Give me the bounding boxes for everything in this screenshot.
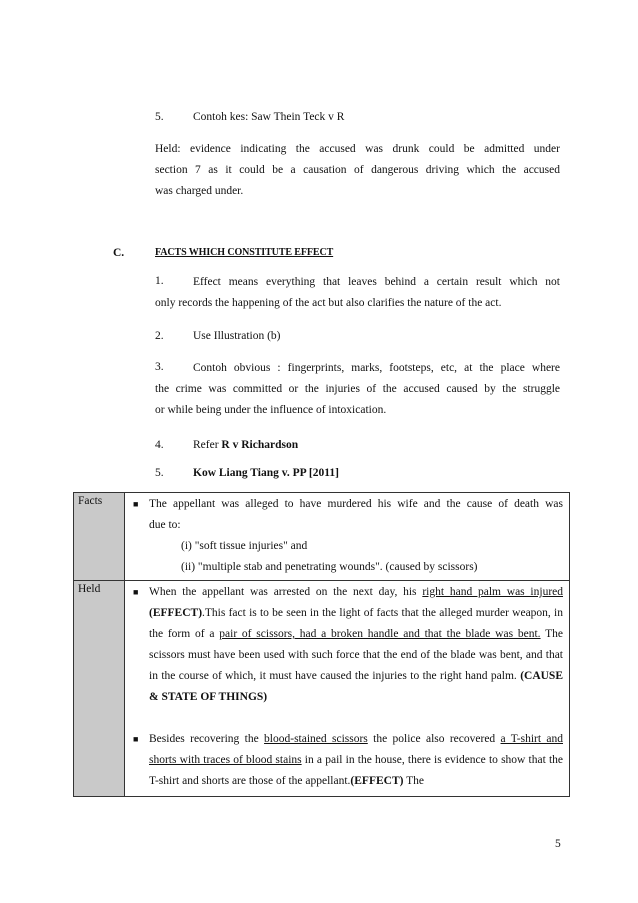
held-text: Besides recovering the blood-stained scissors the police also recovered a T-shirt and shorts with traces of blood stains in a pail in the house, there is evidence to show that the T-shirt and shorts are those of the appellant.(EFFECT) The xyxy=(149,733,564,787)
item-number: 1. xyxy=(155,275,164,287)
held-paragraph xyxy=(155,139,560,202)
facts-sub: (i) "soft tissue injuries" and xyxy=(181,540,308,552)
item-line: Contoh obvious : fingerprints, marks, footsteps, etc, at the place where xyxy=(193,362,560,374)
item-number: 5. xyxy=(155,111,164,123)
square-bullet-icon: ■ xyxy=(133,499,139,509)
held-line: Held: evidence indicating the accused was drunk could be admitted under xyxy=(155,143,560,155)
square-bullet-icon: ■ xyxy=(133,734,139,744)
item-text xyxy=(193,467,339,479)
item-number: 5. xyxy=(155,467,164,479)
item-number: 3. xyxy=(155,361,164,373)
item-line: Effect means everything that leaves behind a certain result which not xyxy=(193,276,560,288)
held-cell xyxy=(125,581,570,797)
item-text: Use Illustration (b) xyxy=(193,330,281,342)
held-text: When the appellant was arrested on the next day, his right hand palm was injured (EFFECT).This fact is to be seen in the light of facts that the alleged murder weapon, in the form of a pair of scissors, had a broken handle and that the blade was bent. The scissors must have been used with such force that the end of the blade was bent, and that in the course of which, it must have caused the injuries to the right hand palm. (CAUSE & STATE OF THINGS) xyxy=(149,586,564,703)
held-line: section 7 as it could be a causation of dangerous driving which the accused xyxy=(155,164,560,176)
item-prefix: Refer xyxy=(193,439,222,451)
held-label: Held xyxy=(74,581,125,797)
item-line: only records the happening of the act but also clarifies the nature of the act. xyxy=(155,297,502,309)
section-title: FACTS WHICH CONSTITUTE EFFECT xyxy=(155,247,334,258)
facts-cell xyxy=(125,493,570,581)
facts-row xyxy=(74,493,570,581)
item-text xyxy=(193,439,298,451)
page-number: 5 xyxy=(555,838,561,850)
facts-line: due to: xyxy=(149,519,181,531)
facts-label: Facts xyxy=(74,493,125,581)
item-text xyxy=(155,358,560,421)
facts-sub: (ii) "multiple stab and penetrating wounds". (caused by scissors) xyxy=(181,561,478,573)
held-line: was charged under. xyxy=(155,185,244,197)
facts-text xyxy=(149,494,563,536)
item-line: the crime was committed or the injuries of the accused caused by the struggle xyxy=(155,383,560,395)
case-name: R v Richardson xyxy=(221,439,299,451)
item-line: or while being under the influence of intoxication. xyxy=(155,404,387,416)
item-number: 4. xyxy=(155,439,164,451)
facts-line: The appellant was alleged to have murdered his wife and the cause of death was xyxy=(149,498,563,510)
case-table xyxy=(73,492,570,797)
item-text xyxy=(155,272,560,314)
square-bullet-icon: ■ xyxy=(133,587,139,597)
held-row xyxy=(74,581,570,797)
section-letter: C. xyxy=(113,247,125,259)
item-number: 2. xyxy=(155,330,164,342)
case-name: Kow Liang Tiang v. PP [2011] xyxy=(193,467,339,479)
item-text: Contoh kes: Saw Thein Teck v R xyxy=(193,111,345,123)
